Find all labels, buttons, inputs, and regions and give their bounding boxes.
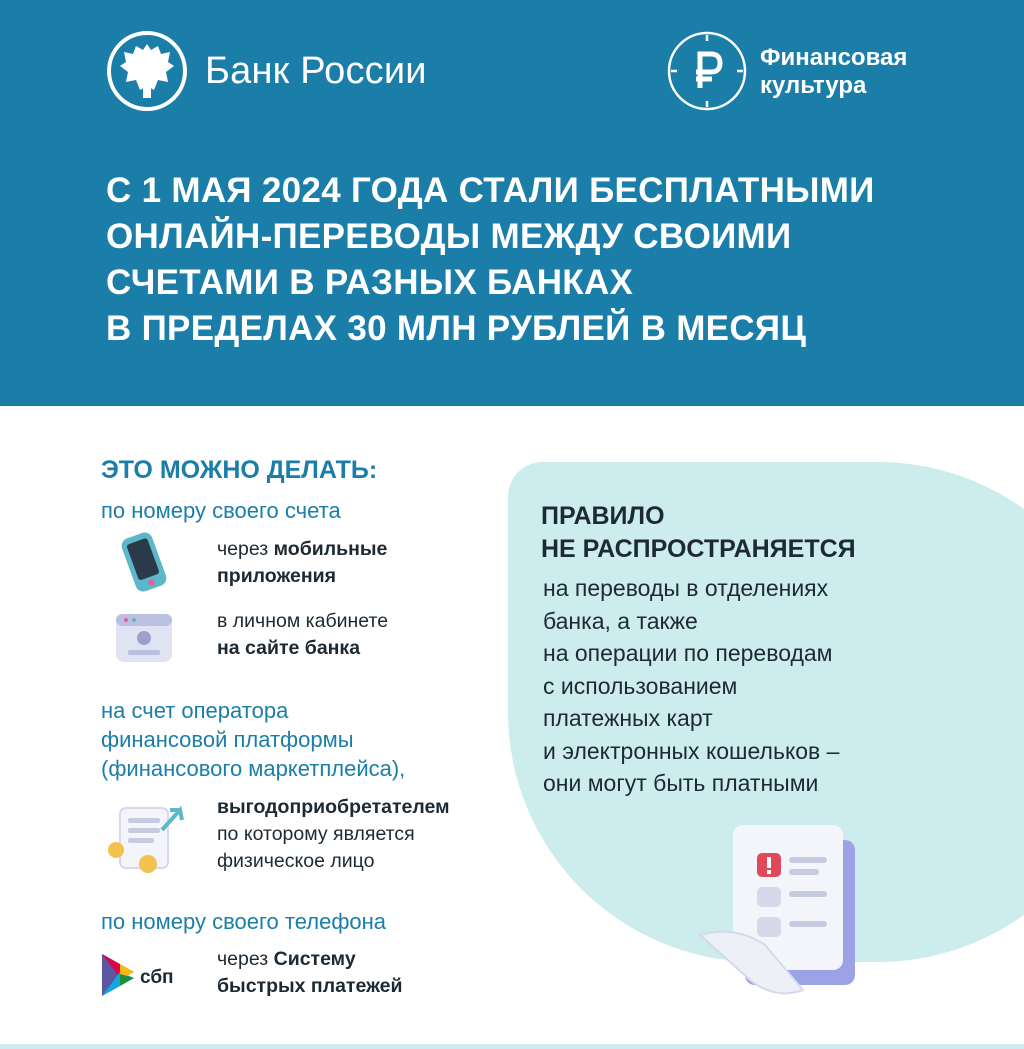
section-title: ЭТО МОЖНО ДЕЛАТЬ:: [101, 456, 378, 484]
sbp-bold2: быстрых платежей: [217, 975, 403, 997]
sbp-logo-icon: [100, 952, 188, 998]
mobile-bold1: мобильные: [273, 538, 388, 560]
operator-line: на счет оператора: [101, 698, 289, 723]
sbp-text: [217, 946, 402, 1000]
rule-body-line: на операции по переводам: [543, 640, 833, 666]
rule-body-line: с использованием: [543, 672, 738, 699]
rule-title: [541, 500, 961, 566]
fin-culture-line2: культура: [760, 72, 867, 99]
bottom-divider: [0, 1044, 1024, 1049]
rule-body-line: и электронных кошельков –: [543, 737, 840, 764]
beneficiary-bold: выгодоприобретателем: [217, 796, 450, 818]
rule-body: [543, 572, 963, 800]
cabinet-text: [217, 608, 388, 662]
fin-culture-title: [760, 44, 960, 100]
headline-line: С 1 МАЯ 2024 ГОДА СТАЛИ БЕСПЛАТНЫМИ: [106, 171, 875, 210]
sbp-bold1: Систему: [273, 948, 356, 970]
cabinet-bold: на сайте банка: [217, 637, 361, 659]
mobile-apps-text: [217, 536, 387, 590]
rule-title-line: ПРАВИЛО: [541, 502, 665, 530]
rule-body-line: они могут быть платными: [543, 770, 819, 796]
account-card-icon: [112, 610, 176, 666]
header-banner: [0, 0, 1024, 406]
rule-body-line: платежных карт: [543, 705, 713, 731]
sbp-pre: через: [217, 948, 274, 970]
rule-body-line: банка, а также: [543, 607, 698, 634]
headline-line: ОНЛАЙН-ПЕРЕВОДЫ МЕЖДУ СВОИМИ: [106, 217, 792, 256]
beneficiary-line2: по которому является: [217, 823, 415, 845]
document-warning-icon: [695, 815, 875, 1005]
headline-line: В ПРЕДЕЛАХ 30 МЛН РУБЛЕЙ В МЕСЯЦ: [106, 309, 807, 348]
fin-culture-line1: Финансовая: [760, 44, 908, 71]
operator-label: [101, 696, 405, 783]
mobile-bold2: приложения: [217, 565, 337, 587]
beneficiary-line3: физическое лицо: [217, 850, 375, 872]
operator-line: финансовой платформы: [101, 727, 354, 752]
cabinet-line1: в личном кабинете: [217, 610, 389, 632]
mobile-pre: через: [217, 538, 274, 560]
by-phone-label: по номеру своего телефона: [101, 909, 387, 934]
beneficiary-text: [217, 794, 450, 875]
marketplace-document-icon: [100, 800, 190, 880]
by-account-label: по номеру своего счета: [101, 498, 341, 523]
bank-eagle-logo-icon[interactable]: [106, 30, 188, 112]
rule-body-line: на переводы в отделениях: [543, 575, 829, 601]
operator-line: (финансового маркетплейса),: [101, 756, 406, 781]
mobile-phone-icon: [112, 530, 176, 594]
bank-name: Банк России: [205, 50, 427, 92]
headline: [106, 168, 986, 352]
ruble-clock-icon[interactable]: [666, 30, 748, 112]
rule-title-line: НЕ РАСПРОСТРАНЯЕТСЯ: [541, 535, 856, 563]
sbp-logo-text: сбп: [140, 967, 174, 988]
headline-line: СЧЕТАМИ В РАЗНЫХ БАНКАХ: [106, 263, 634, 302]
